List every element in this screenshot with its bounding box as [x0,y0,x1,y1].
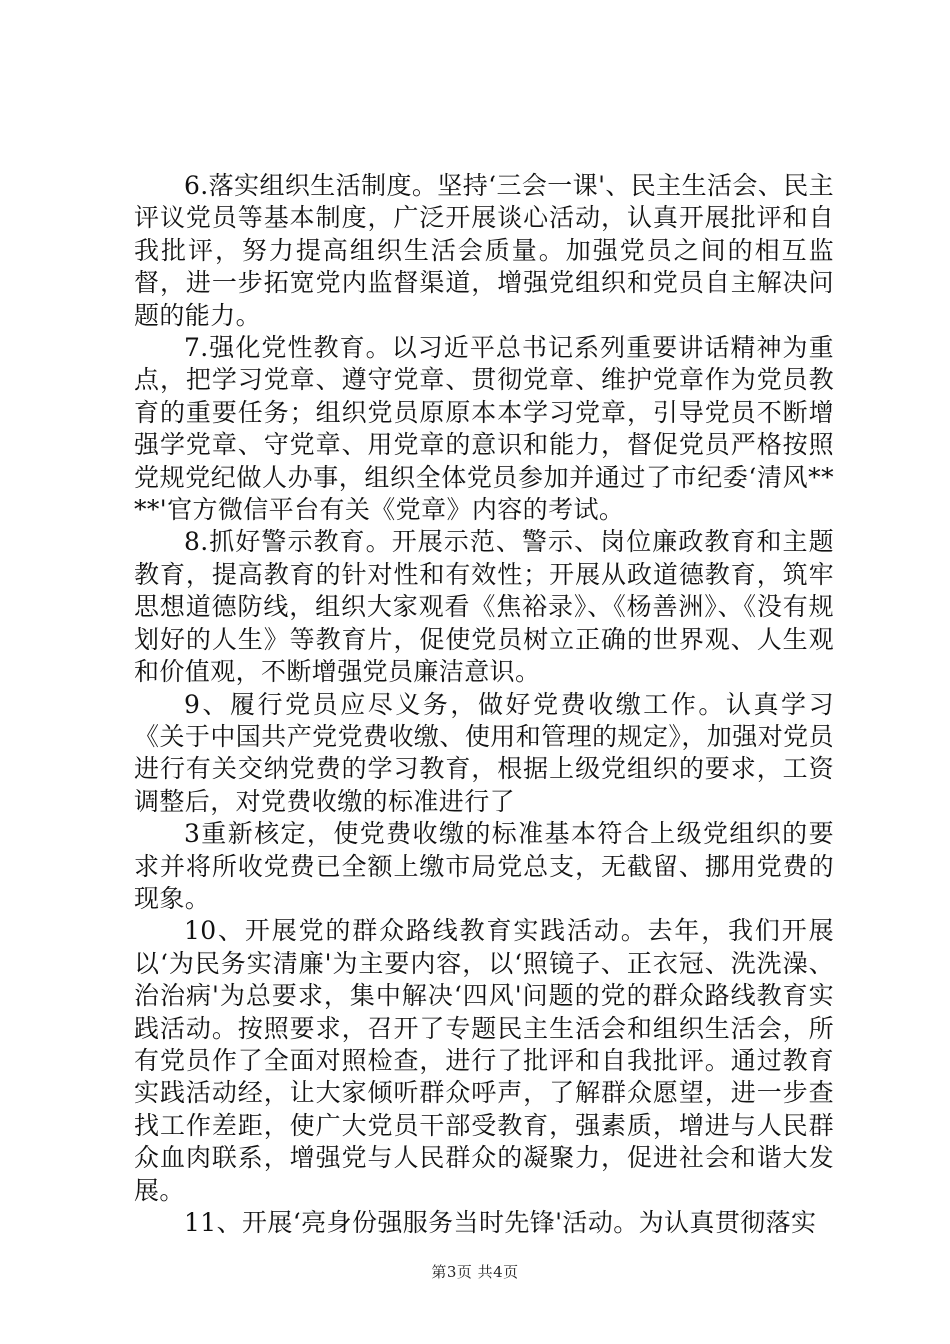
paragraph-9: 9、履行党员应尽义务，做好党费收缴工作。认真学习《关于中国共产党党费收缴、使用和管理的规定》，加强对党员进行有关交纳党费的学习教育，根据上级党组织的要求，工资调整后，对党费收缴的标准进行了 [134,689,834,816]
document-body [134,170,834,1239]
paragraph-9-continued: 3重新核定，使党费收缴的标准基本符合上级党组织的要求并将所收党费已全额上缴市局党总支，无截留、挪用党费的现象。 [134,819,834,913]
paragraph-8: 8.抓好警示教育。开展示范、警示、岗位廉政教育和主题教育，提高教育的针对性和有效性；开展从政道德教育，筑牢思想道德防线，组织大家观看《焦裕录》、《杨善洲》、《没有规划好的人生》等教育片，促使党员树立正确的世界观、人生观和价值观，不断增强党员廉洁意识。 [134,527,834,687]
paragraph-7: 7.强化党性教育。以习近平总书记系列重要讲话精神为重点，把学习党章、遵守党章、贯彻党章、维护党章作为党员教育的重要任务；组织党员原原本本学习党章，引导党员不断增强学党章、守党章、用党章的意识和能力，督促党员严格按照党规党纪做人办事，组织全体党员参加并通过了市纪委‘清风****'官方微信平台有关《党章》内容的考试。 [134,333,834,525]
paragraph-10: 10、开展党的群众路线教育实践活动。去年，我们开展以‘为民务实清廉'为主要内容，以‘照镜子、正衣冠、洗洗澡、治治病'为总要求，集中解决‘四风'问题的党的群众路线教育实践活动。按照要求，召开了专题民主生活会和组织生活会，所有党员作了全面对照检查，进行了批评和自我批评。通过教育实践活动经，让大家倾听群众呼声，了解群众愿望，进一步查找工作差距，使广大党员干部受教育，强素质，增进与人民群众血肉联系，增强党与人民群众的凝聚力，促进社会和谐大发展。 [134,916,834,1205]
paragraph-11: 11、开展‘亮身份强服务当时先锋'活动。为认真贯彻落实 [184,1208,817,1237]
page-footer: 第3页 共4页 [431,1263,519,1281]
paragraph-6: 6.落实组织生活制度。坚持‘三会一课'、民主生活会、民主评议党员等基本制度，广泛开展谈心活动，认真开展批评和自我批评，努力提高组织生活会质量。加强党员之间的相互监督，进一步拓宽党内监督渠道，增强党组织和党员自主解决问题的能力。 [134,171,834,330]
